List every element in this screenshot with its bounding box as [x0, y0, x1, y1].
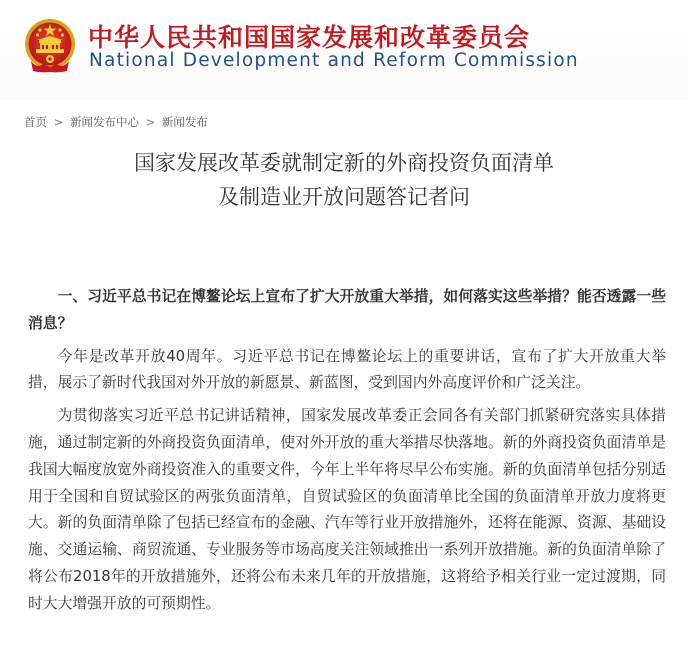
body-paragraph: 为贯彻落实习近平总书记讲话精神，国家发展改革委正会同各有关部门抓紧研究落实具体措施，通过制定新的外商投资负面清单，使对外开放的重大举措尽快落地。新的外商投资负面清单是我国大幅度放宽外商投资准入的重要文件，今年上半年将尽早公布实施。新的负面清单包括分别适用于全国和自贸试验区的两张负面清单，自贸试验区的负面清单比全国的负面清单开放力度将更大。新的负面清单除了包括已经宣布的金融、汽车等行业开放措施外，还将在能源、资源、基础设施、交通运输、商贸流通、专业服务等市场高度关注领域推出一系列开放措施。新的负面清单除了将公布2018年的开放措施外，还将公布未来几年的开放措施，这将给予相关行业一定过渡期，同时大大增强开放的可预期性。 [28, 407, 666, 612]
breadcrumb-separator: > [53, 115, 64, 129]
breadcrumb-separator: > [145, 115, 156, 129]
national-emblem-icon[interactable] [23, 17, 77, 75]
breadcrumb-news-release-link[interactable]: 新闻发布 [161, 115, 208, 129]
site-title-cn[interactable]: 中华人民共和国国家发展和改革委员会 [88, 23, 531, 52]
body-paragraph: 今年是改革开放40周年。习近平总书记在博鳌论坛上的重要讲话，宣布了扩大开放重大举措，展示了新时代我国对外开放的新愿景、新蓝图，受到国内外高度评价和广泛关注。 [28, 347, 666, 392]
breadcrumb [24, 114, 208, 130]
article-title-line-1: 国家发展改革委就制定新的外商投资负面清单 [134, 151, 554, 175]
article-title [0, 146, 688, 214]
article-title-line-2: 及制造业开放问题答记者问 [218, 185, 470, 209]
site-title-en[interactable]: National Development and Reform Commission [89, 50, 579, 71]
article-body [28, 284, 666, 624]
question-paragraph: 一、习近平总书记在博鳌论坛上宣布了扩大开放重大举措，如何落实这些举措？能否透露一些消息？ [28, 288, 666, 332]
breadcrumb-home-link[interactable]: 首页 [24, 115, 47, 129]
site-header [0, 0, 688, 100]
breadcrumb-news-center-link[interactable]: 新闻发布中心 [69, 115, 139, 129]
